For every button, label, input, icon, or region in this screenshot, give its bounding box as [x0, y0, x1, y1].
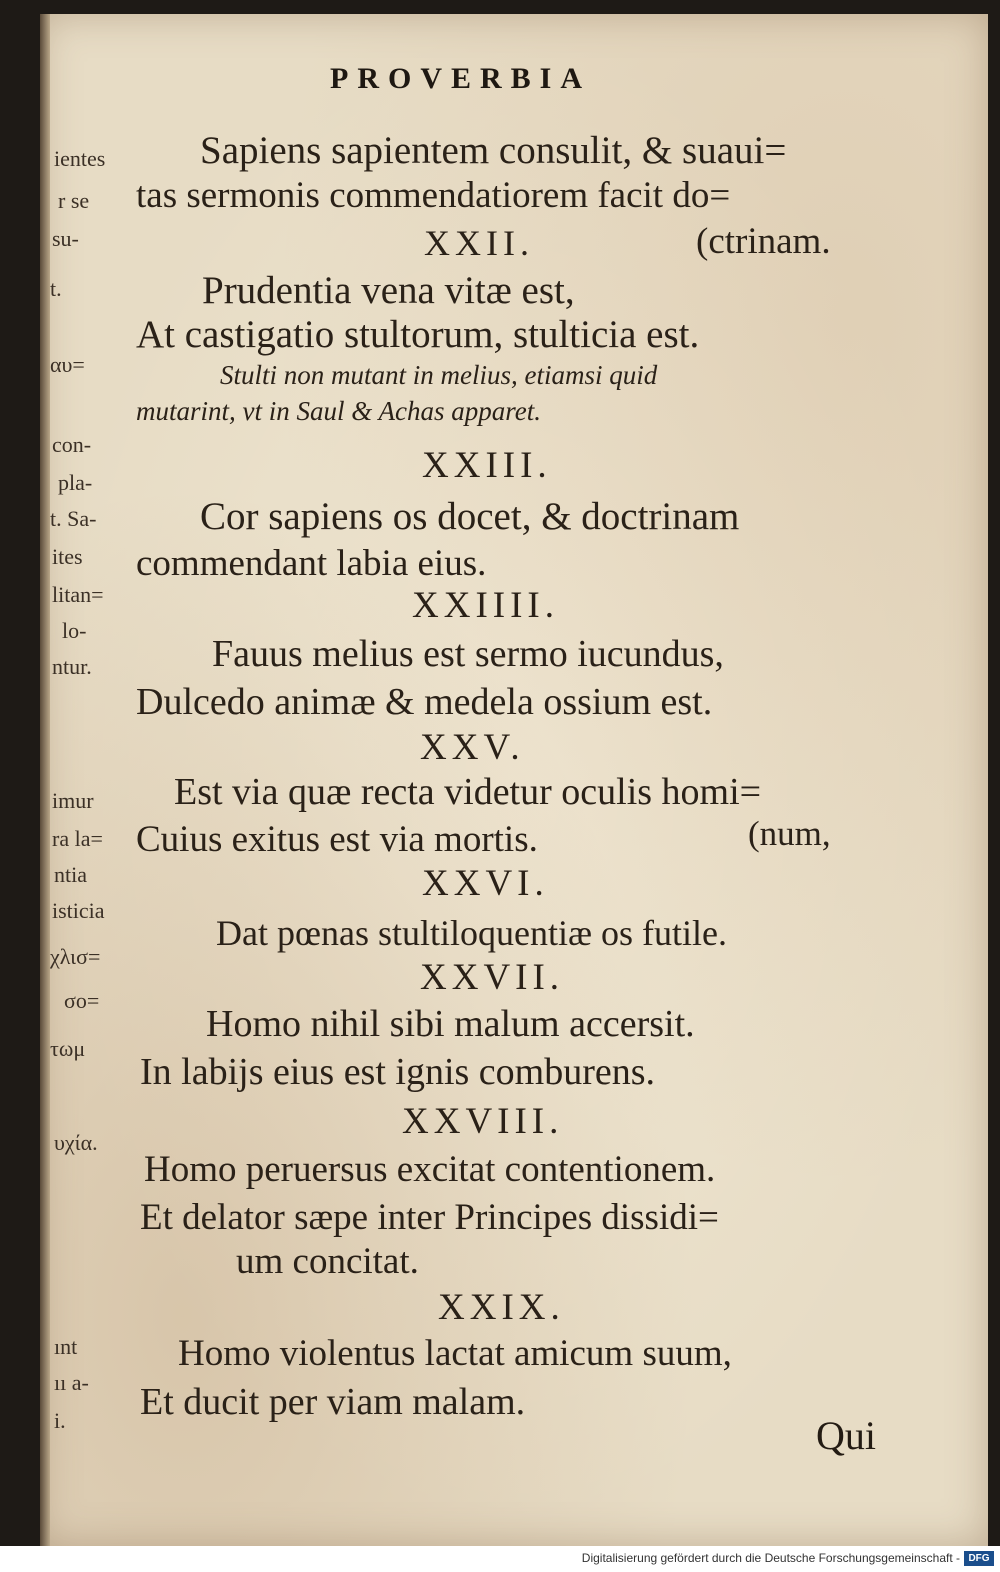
text-line: (ctrinam. — [696, 221, 831, 262]
margin-fragment: t. — [50, 276, 62, 301]
margin-fragment: con- — [52, 432, 92, 457]
margin-fragment: ites — [52, 544, 83, 569]
text-line: Cuius exitus est via mortis. — [136, 819, 538, 860]
margin-fragment: lo- — [62, 618, 87, 643]
text-line: (num, — [748, 814, 831, 853]
margin-fragment: χλισ= — [50, 944, 101, 969]
text-line: Dat pœnas stultiloquentiæ os futile. — [216, 913, 727, 953]
margin-fragment: τωμ — [50, 1036, 86, 1061]
chapter-numeral: XXIII. — [422, 445, 552, 486]
margin-fragment: σο= — [64, 988, 100, 1013]
margin-fragment: ra la= — [52, 826, 103, 851]
text-line: tas sermonis commendatiorem facit do= — [136, 175, 731, 216]
text-line: Prudentia vena vitæ est, — [202, 269, 575, 312]
margin-fragment: t. Sa- — [50, 506, 97, 531]
margin-fragment: imur — [52, 788, 94, 813]
margin-fragment: υχία. — [54, 1130, 98, 1155]
margin-fragment: ıı a- — [54, 1370, 89, 1395]
catchword: Qui — [816, 1413, 876, 1458]
text-line: Fauus melius est sermo iucundus, — [212, 633, 724, 675]
margin-fragment: ientes — [54, 146, 106, 171]
margin-fragment: su- — [52, 226, 79, 251]
text-line: um concitat. — [236, 1241, 419, 1282]
chapter-numeral: XXVII. — [420, 957, 565, 998]
commentary-line: Stulti non mutant in melius, etiamsi quid — [220, 360, 658, 390]
page-gutter — [40, 14, 50, 1546]
margin-fragment: ınt — [54, 1334, 78, 1359]
margin-fragment: isticia — [52, 898, 105, 923]
text-line: Et delator sæpe inter Principes dissidi= — [140, 1197, 719, 1238]
margin-fragment: r se — [58, 188, 90, 213]
text-line: Cor sapiens os docet, & doctrinam — [200, 495, 740, 538]
margin-fragment: ntur. — [52, 654, 92, 679]
chapter-numeral: XXV. — [420, 727, 525, 768]
text-line: commendant labia eius. — [136, 543, 487, 584]
digitization-footer — [0, 1546, 1000, 1572]
chapter-numeral: XXII. — [424, 223, 534, 263]
text-line: At castigatio stultorum, stulticia est. — [136, 313, 700, 356]
commentary-line: mutarint, vt in Saul & Achas apparet. — [136, 396, 541, 426]
text-line: Homo peruersus excitat contentionem. — [144, 1149, 716, 1190]
chapter-numeral: XXIIII. — [412, 585, 559, 626]
chapter-numeral: XXVIII. — [402, 1101, 564, 1142]
text-line: Homo nihil sibi malum accersit. — [206, 1003, 695, 1045]
margin-fragment: αυ= — [50, 352, 85, 377]
text-line: Homo violentus lactat amicum suum, — [178, 1333, 732, 1374]
dfg-logo: DFG — [964, 1551, 994, 1566]
text-line: In labijs eius est ignis comburens. — [140, 1051, 656, 1093]
text-line: Dulcedo animæ & medela ossium est. — [136, 681, 713, 723]
chapter-numeral: XXVI. — [422, 863, 549, 904]
margin-fragment: pla- — [58, 470, 93, 495]
running-head: PROVERBIA — [330, 62, 592, 95]
margin-fragment: i. — [54, 1408, 66, 1433]
margin-fragment: ntia — [54, 862, 87, 887]
footer-credit: Digitalisierung gefördert durch die Deutsche Forschungsgemeinschaft - — [581, 1551, 960, 1565]
text-line: Est via quæ recta videtur oculis homi= — [174, 771, 762, 813]
text-line: Et ducit per viam malam. — [140, 1381, 526, 1423]
text-line: Sapiens sapientem consulit, & suaui= — [200, 129, 787, 172]
chapter-numeral: XXIX. — [438, 1287, 565, 1328]
margin-fragment: litan= — [52, 582, 104, 607]
